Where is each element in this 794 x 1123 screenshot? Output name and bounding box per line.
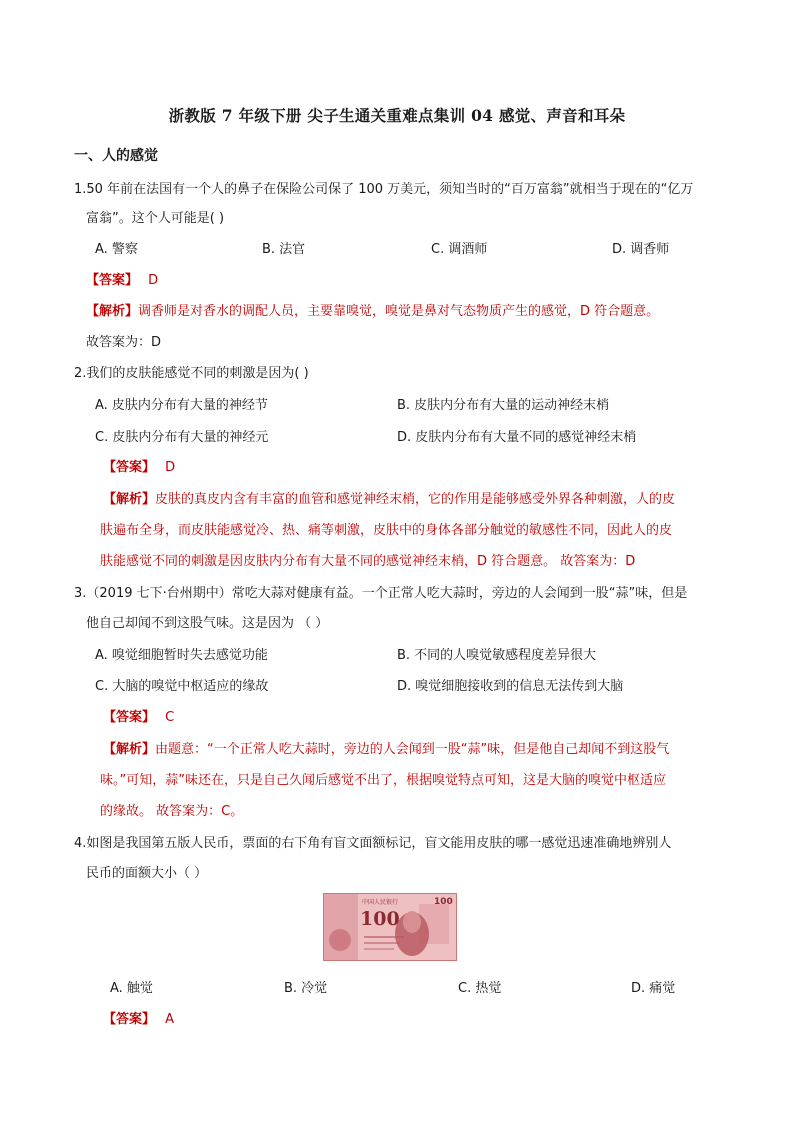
- q2-answer: [103, 456, 175, 475]
- q1-option-b: B. 法官: [262, 242, 306, 257]
- q4-option-a: A. 触觉: [110, 981, 153, 996]
- q4-answer: [103, 1008, 174, 1027]
- q3-answer: [103, 706, 174, 725]
- q3-option-b: B. 不同的人嗅觉敏感程度差异很大: [397, 648, 597, 663]
- q1-explanation: [86, 300, 659, 319]
- q1-answer: [86, 269, 158, 288]
- q3-explanation-line3: 的缘故。 故答案为：C。: [100, 804, 244, 819]
- q3-option-a: A. 嗅觉细胞暂时失去感觉功能: [95, 648, 268, 663]
- q2-explanation-line3: 肤能感觉不同的刺激是因皮肤内分布有大量不同的感觉神经末梢，D 符合题意。 故答案为：D: [100, 554, 636, 569]
- q2-option-b: B. 皮肤内分布有大量的运动神经末梢: [397, 398, 610, 413]
- q4-option-b: B. 冷觉: [284, 981, 328, 996]
- q1-explanation-text: 调香师是对香水的调配人员，主要靠嗅觉，嗅觉是鼻对气态物质产生的感觉，D 符合题意。: [138, 304, 660, 319]
- q4-option-c: C. 热觉: [458, 981, 502, 996]
- q4-stem-line2: 民币的面额大小（ ）: [86, 866, 208, 881]
- q2-explanation-line1: 【解析】皮肤的真皮内含有丰富的血管和感觉神经末梢，它的作用是能够感受外界各种刺激，人的皮: [103, 492, 676, 507]
- q2-option-c: C. 皮肤内分布有大量的神经元: [95, 430, 269, 445]
- answer-label: 【答案】: [103, 460, 156, 475]
- q4-stem-line1: 4.如图是我国第五版人民币，票面的右下角有盲文面额标记，盲文能用皮肤的哪一感觉迅速准确地辨别人: [74, 836, 672, 851]
- q3-option-c: C. 大脑的嗅觉中枢适应的缘故: [95, 679, 269, 694]
- answer-label: 【答案】: [86, 273, 139, 288]
- answer-label: 【答案】: [103, 1012, 156, 1027]
- explain-label: 【解析】: [86, 304, 139, 319]
- banknote-corner-denomination: 100: [434, 897, 453, 907]
- answer-label: 【答案】: [103, 710, 156, 725]
- explain-label: 【解析】: [103, 742, 156, 757]
- q3-stem-line1: 3.（2019 七下·台州期中）常吃大蒜对健康有益。一个正常人吃大蒜时，旁边的人会闻到一股“蒜”味，但是: [74, 586, 688, 601]
- q3-option-d: D. 嗅觉细胞接收到的信息无法传到大脑: [397, 679, 624, 694]
- q1-option-a: A. 警察: [95, 242, 138, 257]
- explain-label: 【解析】: [103, 492, 156, 507]
- q2-option-a: A. 皮肤内分布有大量的神经节: [95, 398, 268, 413]
- q3-explanation-line2: 味。”可知，蒜”味还在，只是自己久闻后感觉不出了，根据嗅觉特点可知，这是大脑的嗅觉中枢适应: [100, 773, 666, 788]
- q1-option-c: C. 调酒师: [431, 242, 488, 257]
- q3-answer-value: C: [165, 710, 175, 725]
- q4-answer-value: A: [165, 1012, 175, 1027]
- q1-stem-line1: 1.50 年前在法国有一个人的鼻子在保险公司保了 100 万美元，须知当时的“百万富翁”就相当于现在的“亿万: [74, 182, 694, 197]
- q1-stem-line2: 富翁”。这个人可能是( ): [86, 211, 225, 226]
- q2-explanation-line2: 肤遍布全身，而皮肤能感觉冷、热、痛等刺激，皮肤中的身体各部分触觉的敏感性不同，因此人的皮: [100, 523, 673, 538]
- q1-option-d: D. 调香师: [612, 242, 670, 257]
- section-heading: 一、人的感觉: [74, 148, 158, 164]
- q3-explanation-line1: 【解析】由题意：“一个正常人吃大蒜时，旁边的人会闻到一股“蒜”味，但是他自己却闻不到这股气: [103, 742, 670, 757]
- q1-conclusion: 故答案为：D: [86, 335, 162, 350]
- q3-stem-line2: 他自己却闻不到这股气味。这是因为 （ ）: [86, 616, 329, 631]
- q1-answer-value: D: [148, 273, 159, 288]
- banknote-bank-name: 中国人民银行: [362, 899, 399, 906]
- page-title: 浙教版 7 年级下册 尖子生通关重难点集训 04 感觉、声音和耳朵: [168, 106, 626, 125]
- q2-option-d: D. 皮肤内分布有大量不同的感觉神经末梢: [397, 430, 637, 445]
- banknote-image: [323, 893, 457, 961]
- q4-option-d: D. 痛觉: [631, 981, 676, 996]
- q2-answer-value: D: [165, 460, 176, 475]
- banknote-denomination: 100: [360, 908, 400, 930]
- q2-stem-line1: 2.我们的皮肤能感觉不同的刺激是因为( ): [74, 366, 309, 381]
